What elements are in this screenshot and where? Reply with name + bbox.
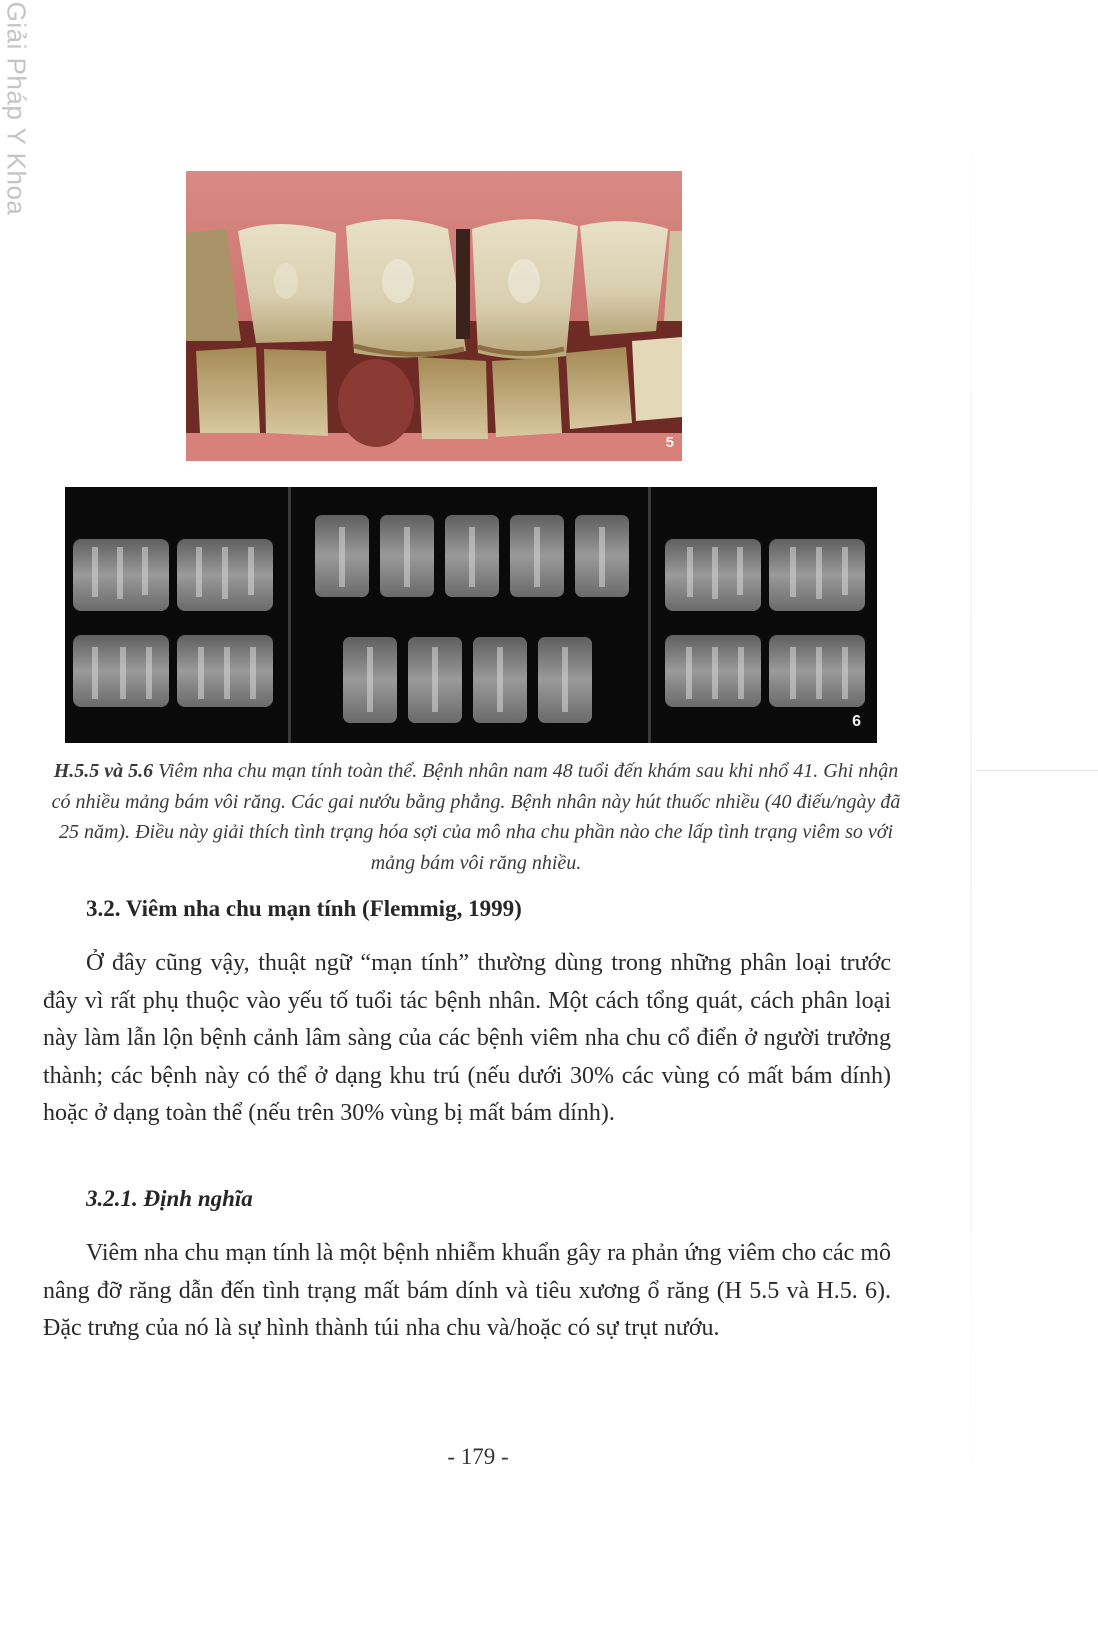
intraoral-photo-drawing [186, 171, 682, 461]
watermark [0, 1, 32, 215]
caption-label: H.5.5 và 5.6 [53, 760, 154, 782]
page-edge-shadow [970, 70, 972, 1550]
intraoral-photo [186, 171, 682, 461]
radiograph-series [65, 487, 877, 743]
definition-paragraph: Viêm nha chu mạn tính là một bệnh nhiễm khuẩn gây ra phản ứng viêm cho các mô nâng đỡ răng dẫn đến tình trạng mất bám dính và tiêu xương ổ răng (H 5.5 và H.5. 6). Đặc trưng của nó là sự hình thành túi nha chu và/hoặc có sự trụt nướu. [43, 1240, 891, 1341]
figure-6-number: 6 [852, 713, 861, 730]
subsection-heading: 3.2.1. Định nghĩa [86, 1186, 253, 1211]
watermark-text: Giải Pháp Y Khoa [1, 1, 32, 215]
section-paragraph: Ở đây cũng vậy, thuật ngữ “mạn tính” thường dùng trong những phân loại trước đây vì rất phụ thuộc vào yếu tố tuổi tác bệnh nhân. Một cách tổng quát, cách phân loại này làm lẫn lộn bệnh cảnh lâm sàng của các bệnh viêm nha chu cổ điển ở người trưởng thành; các bệnh này có thể ở dạng khu trú (nếu dưới 30% các vùng có mất bám dính) hoặc ở dạng toàn thể (nếu trên 30% vùng bị mất bám dính). [43, 950, 891, 1126]
page-number: - 179 - [447, 1444, 509, 1469]
figure-caption [48, 756, 904, 878]
caption-text: Viêm nha chu mạn tính toàn thể. Bệnh nhân nam 48 tuổi đến khám sau khi nhổ 41. Ghi nhận có nhiều mảng bám vôi răng. Các gai nướu bằng phẳng. Bệnh nhân này hút thuốc nhiều (40 điếu/ngày đã 25 năm). Điều này giải thích tình trạng hóa sợi của mô nha chu phần nào che lấp tình trạng viêm so với mảng bám vôi răng nhiều. [51, 760, 901, 874]
page-edge-line [976, 770, 1098, 771]
section-heading: 3.2. Viêm nha chu mạn tính (Flemmig, 1999) [86, 896, 522, 921]
figure-5-number: 5 [665, 434, 674, 451]
radiograph-series-drawing [65, 487, 877, 743]
